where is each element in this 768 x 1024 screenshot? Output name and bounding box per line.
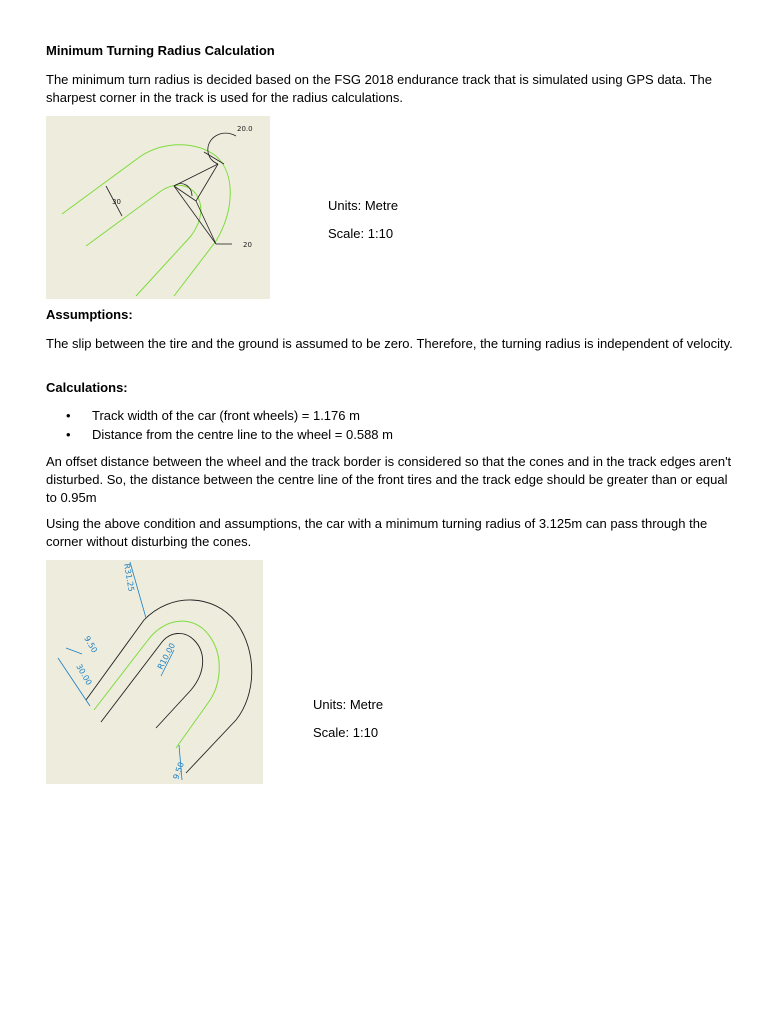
page-title: Minimum Turning Radius Calculation <box>46 43 275 58</box>
left-width-label: 30.00 <box>74 662 94 687</box>
bottom-dim-label: 20 <box>243 241 252 249</box>
list-item: • Distance from the centre line to the wheel = 0.588 m <box>66 427 393 442</box>
offset-paragraph: An offset distance between the wheel and the track border is considered so that the cones and in the track edges aren't disturbed. So, the distance between the centre line of the front tires and the track edge should be greater than or equal to 0.95m <box>46 454 732 505</box>
left-dim-label: 30 <box>112 198 121 206</box>
calculations-list <box>46 406 736 444</box>
bottom-gap-label: 9.50 <box>171 760 186 781</box>
intro-paragraph: The minimum turn radius is decided based on the FSG 2018 endurance track that is simulated using GPS data. The sharpest corner in the track is used for the radius calculations. <box>46 72 713 105</box>
track-edges <box>86 600 252 773</box>
conclusion-paragraph: Using the above condition and assumptions, the car with a minimum turning radius of 3.125m can pass through the corner without disturbing the cones. <box>46 516 708 549</box>
centre-line <box>94 621 219 748</box>
figure1-units: Units: Metre <box>328 198 399 213</box>
outer-radius-label: R31.25 <box>122 562 136 593</box>
track-corner-figure <box>46 116 270 299</box>
dimension-lines <box>106 133 236 244</box>
calculations-heading: Calculations: <box>46 380 128 395</box>
list-item: • Track width of the car (front wheels) = 1.176 m <box>66 408 360 423</box>
inner-radius-label: R10.00 <box>155 641 178 671</box>
assumptions-heading: Assumptions: <box>46 307 133 322</box>
left-gap-label: 9.50 <box>82 634 99 655</box>
top-radius-label: 20.0 <box>237 125 253 133</box>
bullet-icon: • <box>66 408 71 423</box>
figure2-units: Units: Metre <box>313 697 384 712</box>
assumptions-paragraph: The slip between the tire and the ground is assumed to be zero. Therefore, the turning radius is independent of velocity. <box>46 336 733 351</box>
turning-radius-figure <box>46 560 263 784</box>
figure2-scale: Scale: 1:10 <box>313 725 379 740</box>
bullet-icon: • <box>66 427 71 442</box>
figure1-scale: Scale: 1:10 <box>328 226 394 241</box>
